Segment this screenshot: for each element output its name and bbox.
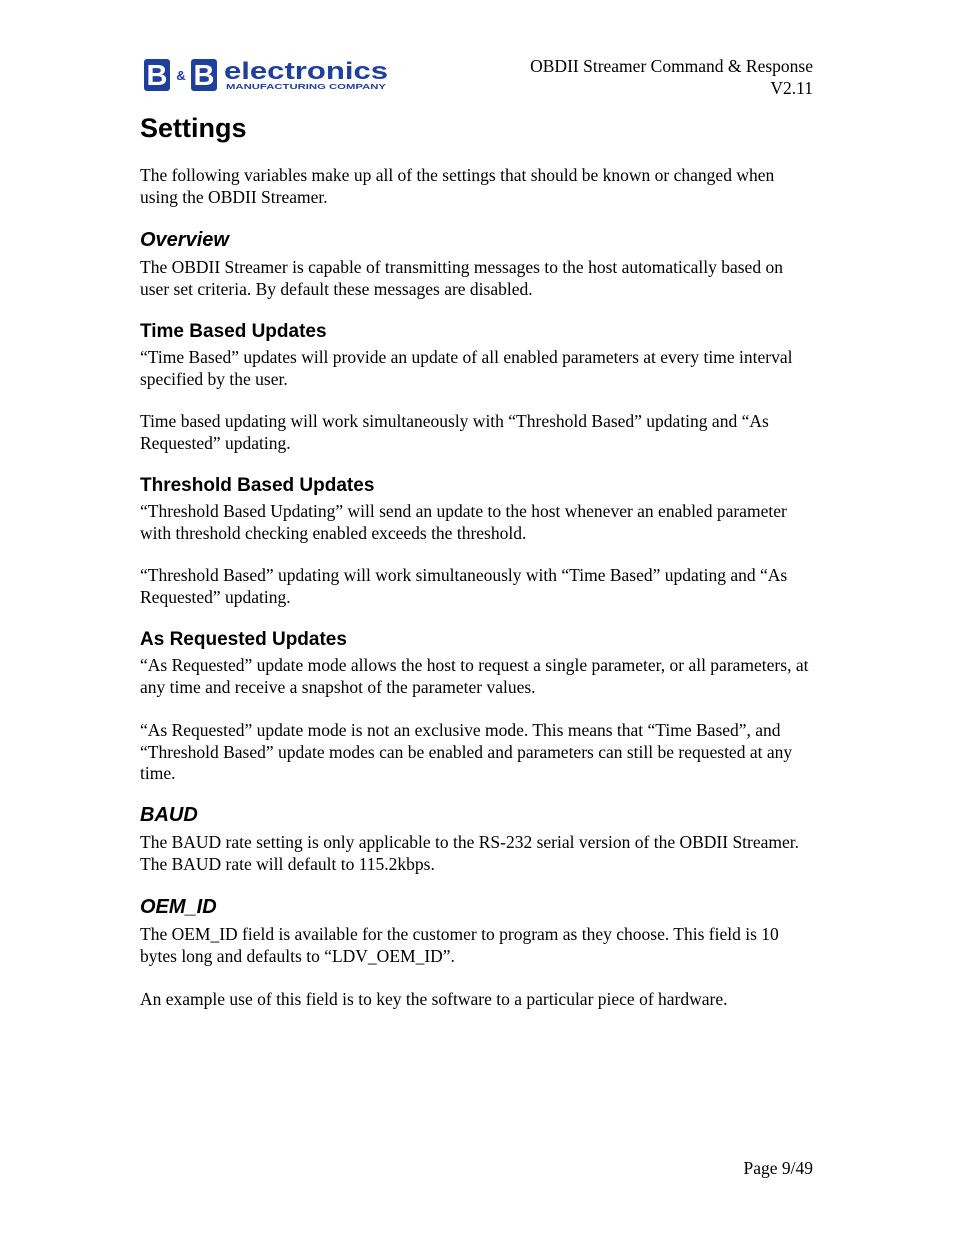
page-number: Page 9/49 [743, 1158, 813, 1178]
document-version: V2.11 [770, 78, 813, 98]
company-logo [144, 58, 390, 92]
document-title: OBDII Streamer Command & Response [530, 56, 813, 76]
page-title: Settings [140, 113, 247, 143]
time-based-paragraph-1: “Time Based” updates will provide an update of all enabled parameters at every time interval specified by the user. [140, 347, 793, 389]
logo-b-right: B [193, 60, 215, 92]
oem-id-paragraph-1: The OEM_ID field is available for the customer to program as they choose. This field is 10 bytes long and defaults to “LDV_OEM_ID”. [140, 924, 779, 966]
baud-paragraph: The BAUD rate setting is only applicable to the RS-232 serial version of the OBDII Streamer. The BAUD rate will default to 115.2kbps. [140, 832, 800, 874]
overview-paragraph: The OBDII Streamer is capable of transmitting messages to the host automatically based on user set criteria. By default these messages are disabled. [140, 257, 783, 299]
as-requested-paragraph-1: “As Requested” update mode allows the host to request a single parameter, or all parameters, at any time and receive a snapshot of the parameter values. [140, 655, 809, 697]
logo-ampersand: & [176, 68, 186, 83]
time-based-paragraph-2: Time based updating will work simultaneously with “Threshold Based” updating and “As Requested” updating. [140, 411, 769, 453]
as-requested-paragraph-2: “As Requested” update mode is not an exclusive mode. This means that “Time Based”, and “Threshold Based” update modes can be enabled and parameters can still be requested at any time. [140, 720, 793, 783]
intro-paragraph: The following variables make up all of the settings that should be known or changed when using the OBDII Streamer. [140, 165, 775, 207]
threshold-based-paragraph-2: “Threshold Based” updating will work simultaneously with “Time Based” updating and “As Requested” updating. [140, 565, 788, 607]
threshold-based-paragraph-1: “Threshold Based Updating” will send an update to the host whenever an enabled parameter with threshold checking enabled exceeds the threshold. [140, 501, 787, 543]
threshold-based-heading: Threshold Based Updates [140, 475, 375, 496]
document-header [530, 55, 813, 99]
logo-wordmark: electronics [224, 58, 388, 85]
logo-tagline: MANUFACTURING COMPANY [226, 84, 387, 91]
as-requested-heading: As Requested Updates [140, 629, 347, 650]
oem-id-heading: OEM_ID [140, 896, 217, 918]
oem-id-paragraph-2: An example use of this field is to key the software to a particular piece of hardware. [140, 989, 728, 1009]
overview-heading: Overview [140, 229, 229, 251]
time-based-heading: Time Based Updates [140, 321, 327, 342]
logo-b-left: B [146, 60, 168, 92]
baud-heading: BAUD [140, 804, 198, 826]
